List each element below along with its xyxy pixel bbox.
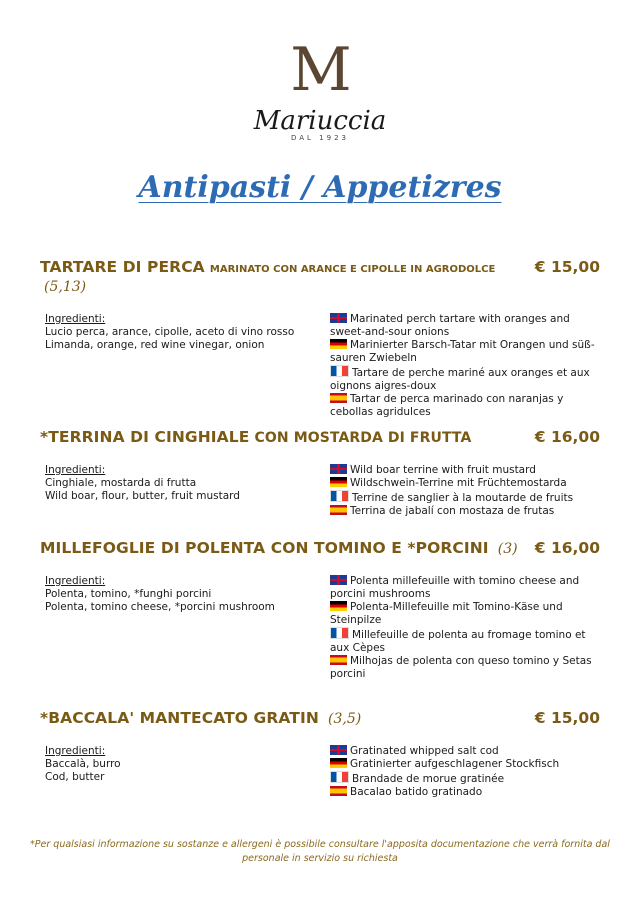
- menu-item: [40, 257, 600, 419]
- translation-en: Polenta millefeuille with tomino cheese and porcini mushrooms: [330, 575, 580, 600]
- restaurant-logo: [0, 35, 640, 142]
- item-subtitle: MARINATO CON ARANCE E CIPOLLE IN AGRODOLCE: [209, 264, 496, 275]
- ingredients-en: Wild boar, flour, butter, fruit mustard: [45, 490, 240, 502]
- menu-item: [40, 427, 600, 518]
- uk-flag-icon: [330, 745, 347, 755]
- item-allergens: (3): [497, 541, 518, 557]
- ingredients-it: Baccalà, burro: [45, 758, 121, 770]
- logo-monogram: M: [290, 35, 350, 105]
- translation-en: Marinated perch tartare with oranges and sweet-and-sour onions: [330, 313, 570, 338]
- ingredients-en: Limanda, orange, red wine vinegar, onion: [45, 339, 265, 351]
- translation-de: Wildschwein-Terrine mit Früchtemostarda: [350, 477, 567, 489]
- spanish-flag-icon: [330, 505, 347, 515]
- translation-fr: Tartare de perche mariné aux oranges et aux oignons aigres-doux: [330, 367, 590, 392]
- item-name: *BACCALA' MANTECATO GRATIN: [40, 709, 319, 727]
- translation-fr: Millefeuille de polenta au fromage tomino et aux Cèpes: [330, 629, 586, 654]
- menu-item: [40, 538, 600, 681]
- ingredients-label: Ingredienti:: [45, 575, 106, 587]
- ingredients-it: Cinghiale, mostarda di frutta: [45, 477, 197, 489]
- translation-fr: Terrine de sanglier à la moutarde de fruits: [352, 492, 574, 504]
- item-price: € 15,00: [534, 709, 600, 727]
- logo-since: DAL 1923: [291, 134, 349, 142]
- uk-flag-icon: [330, 313, 347, 323]
- item-allergens: (5,13): [44, 279, 87, 295]
- german-flag-icon: [330, 601, 347, 611]
- german-flag-icon: [330, 758, 347, 768]
- item-allergens: (3,5): [328, 711, 362, 727]
- section-title: Antipasti / Appetizres: [138, 170, 502, 205]
- translation-fr: Brandade de morue gratinée: [352, 773, 505, 785]
- item-price: € 16,00: [534, 539, 600, 557]
- german-flag-icon: [330, 339, 347, 349]
- uk-flag-icon: [330, 464, 347, 474]
- ingredients-label: Ingredienti:: [45, 464, 106, 476]
- translation-es: Bacalao batido gratinado: [350, 786, 483, 798]
- translation-es: Tartar de perca marinado con naranjas y cebollas agridulces: [330, 393, 564, 418]
- french-flag-icon: [330, 771, 349, 783]
- french-flag-icon: [330, 490, 349, 502]
- translation-es: Milhojas de polenta con queso tomino y Setas porcini: [330, 655, 592, 680]
- translation-en: Gratinated whipped salt cod: [350, 745, 499, 757]
- spanish-flag-icon: [330, 655, 347, 665]
- item-name: MILLEFOGLIE DI POLENTA CON TOMINO E *PORCINI: [40, 539, 489, 557]
- item-price: € 16,00: [534, 428, 600, 446]
- german-flag-icon: [330, 477, 347, 487]
- translation-en: Wild boar terrine with fruit mustard: [350, 464, 536, 476]
- translation-es: Terrina de jabalí con mostaza de frutas: [350, 505, 555, 517]
- item-name: *TERRINA DI CINGHIALE: [40, 428, 250, 446]
- french-flag-icon: [330, 627, 349, 639]
- translation-de: Marinierter Barsch-Tatar mit Orangen und süß-sauren Zwiebeln: [330, 339, 595, 364]
- ingredients-en: Polenta, tomino cheese, *porcini mushroom: [45, 601, 275, 613]
- ingredients-label: Ingredienti:: [45, 745, 106, 757]
- logo-name: Mariuccia: [253, 106, 387, 136]
- translation-de: Gratinierter aufgeschlagener Stockfisch: [350, 758, 560, 770]
- spanish-flag-icon: [330, 393, 347, 403]
- ingredients-en: Cod, butter: [45, 771, 105, 783]
- ingredients-label: Ingredienti:: [45, 313, 106, 325]
- french-flag-icon: [330, 365, 349, 377]
- uk-flag-icon: [330, 575, 347, 585]
- translation-de: Polenta-Millefeuille mit Tomino-Käse und Steinpilze: [330, 601, 563, 626]
- ingredients-it: Lucio perca, arance, cipolle, aceto di vino rosso: [45, 326, 295, 338]
- item-subtitle: CON MOSTARDA DI FRUTTA: [254, 430, 472, 446]
- spanish-flag-icon: [330, 786, 347, 796]
- ingredients-it: Polenta, tomino, *funghi porcini: [45, 588, 212, 600]
- item-price: € 15,00: [534, 258, 600, 276]
- allergen-footer-note: *Per qualsiasi informazione su sostanze e allergeni è possibile consultare l'apposita documentazione che verrà fornita dal personale in servizio su richiesta: [30, 839, 610, 864]
- item-name: TARTARE DI PERCA: [40, 258, 205, 276]
- menu-item: [40, 708, 600, 799]
